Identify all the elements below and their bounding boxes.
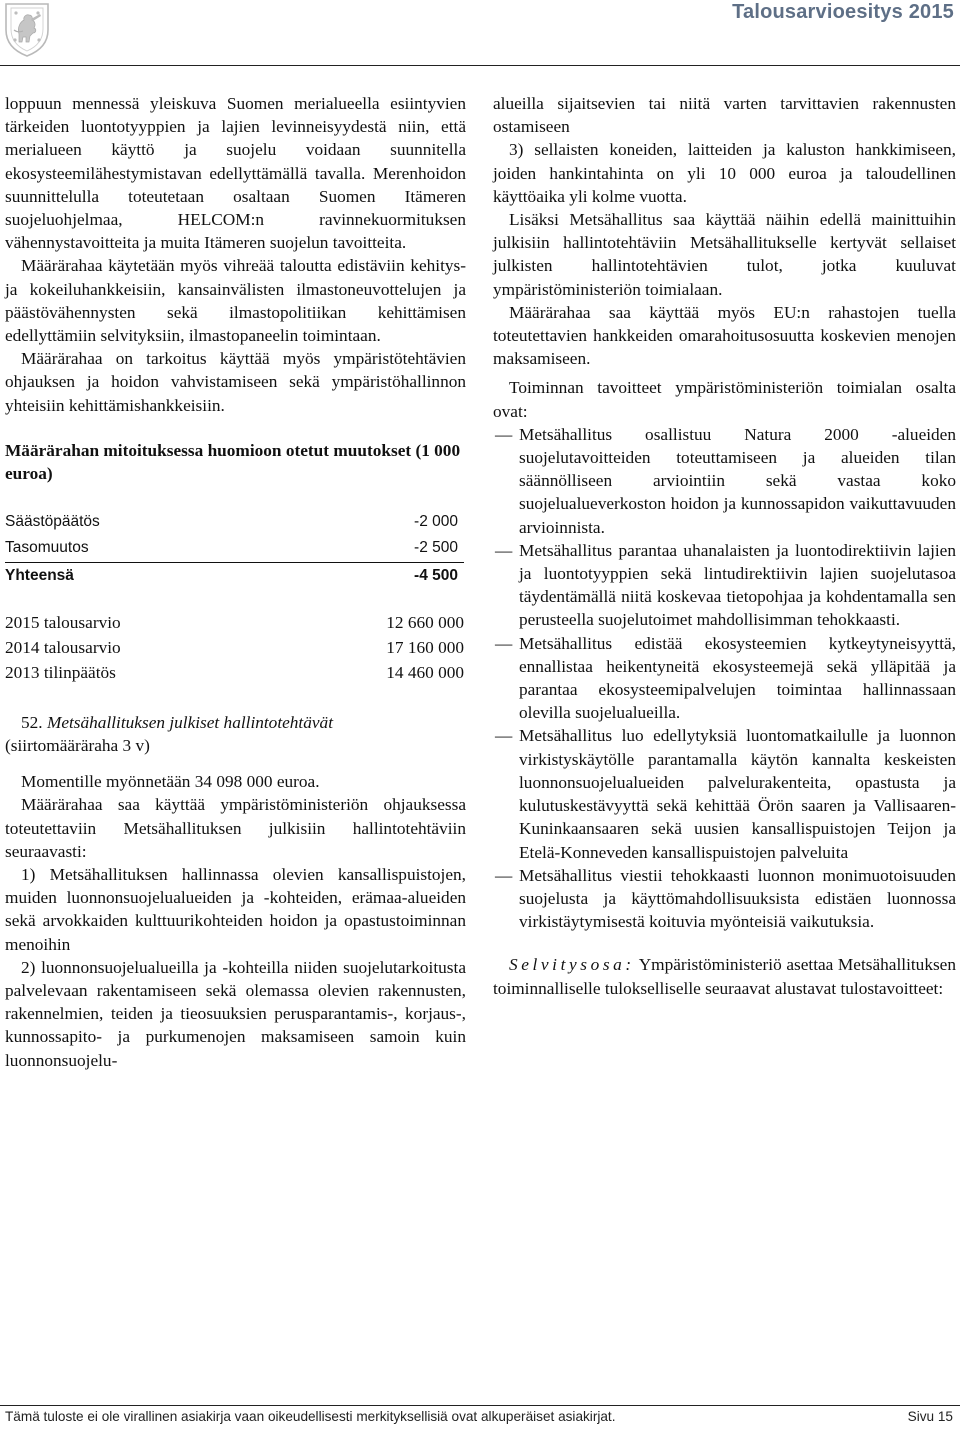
row-value: -2 500 [414, 538, 458, 556]
list-item [493, 632, 956, 725]
coat-of-arms-lion-icon [2, 0, 52, 58]
em-dash-icon [495, 423, 512, 446]
row-value: -2 000 [414, 513, 458, 531]
page-number: Sivu 15 [907, 1409, 953, 1424]
page-footer [0, 1405, 960, 1429]
selvitys-paragraph [493, 953, 956, 999]
list-item [493, 539, 956, 632]
table-total-row [5, 562, 464, 589]
list-item-text: Metsähallitus edistää ekosysteemien kytkeytyneisyyttä, ennallistaa heikentyneitä ekosysteemejä sekä ylläpitää ja parantaa ekosysteemipalvelujen toimintaa hallinnassaan olevilla suojelualueilla. [519, 633, 956, 723]
granted-amount: Momentille myönnetään 34 098 000 euroa. [21, 772, 320, 792]
moment-type: (siirtomääräraha 3 v) [5, 735, 150, 755]
selvitys-label: Selvitysosa: [509, 955, 635, 975]
moment-heading [5, 711, 466, 734]
row-label: 2013 tilinpäätös [5, 662, 116, 682]
footer-divider [0, 1405, 960, 1406]
list-item-text: Metsähallitus luo edellytyksiä luontomatkailulle ja luonnon virkistyskäytölle parantamalla käytön kannalta keskeisten luonnonsuojelualueiden palvelurakenteita, opastusta ja kulutuskestävyyttä sekä kehittää Örön saaren ja Vallisaaren-Kuninkaansaaren sekä uusien kansallispuistojen Teijon ja Etelä-Konneveden kansallispuistojen palveluita [519, 726, 956, 862]
table-row [5, 660, 464, 685]
paragraph: 1) Metsähallituksen hallinnassa olevien kansallispuistojen, muiden luonnonsuojelualueiden ja -kohteiden, erämaa-alueiden sekä arvokkaiden kulttuurikohteiden hoidon ja opastustoiminnan menoihin [5, 864, 466, 954]
paragraph: Määrärahaa saa käyttää ympäristöministeriön ohjauksessa toteutettaviin Metsähallituksen julkisiin hallintotehtäviin seuraavasti: [5, 795, 466, 861]
row-label: 2015 talousarvio [5, 612, 121, 632]
em-dash-icon [495, 864, 512, 887]
paragraph: 3) sellaisten koneiden, laitteiden ja kaluston hankkimiseen, joiden hankintahinta on yli 10 000 euroa ja taloudellinen käyttöaika yli kolme vuotta. [493, 140, 956, 206]
row-label: Tasomuutos [5, 538, 89, 556]
total-value: -4 500 [414, 567, 458, 585]
table-row [5, 509, 464, 535]
list-item [493, 724, 956, 863]
row-label: 2014 talousarvio [5, 637, 121, 657]
row-value: 17 160 000 [386, 637, 464, 657]
em-dash-icon [495, 632, 512, 655]
table-row [5, 635, 464, 660]
em-dash-icon [495, 539, 512, 562]
paragraph: Lisäksi Metsähallitus saa käyttää näihin edellä mainittuihin julkisiin hallintotehtäviin Metsähallitukselle kertyvät sellaiset julkisten hallintotehtävien tulot, jotka kuuluvat ympäristöministeriön toimialaan. [493, 210, 956, 299]
paragraph: Määrärahaa on tarkoitus käyttää myös ympäristötehtävien ohjauksen ja hoidon vahvistamiseen sekä ympäristöhallinnon yhteisiin kehittämishankkeisiin. [5, 349, 466, 415]
page-header [0, 0, 960, 72]
left-column [5, 92, 466, 1072]
section-heading: Määrärahan mitoituksessa huomioon otetut muutokset (1 000 euroa) [5, 440, 461, 484]
row-label: Säästöpäätös [5, 513, 100, 531]
paragraph: 2) luonnonsuojelualueilla ja -kohteilla niiden suojelutarkoitusta palvelevaan rakentamiseen sekä olemassa olevien rakennusten, rakennelmien, teiden ja tieosuuksien perusparantamis-, korjaus-, kunnossapito- ja purkumenojen maksamiseen samoin kuin luonnonsuojelu- [5, 957, 466, 1070]
moment-number: 52. [21, 712, 43, 732]
paragraph: Määrärahaa saa käyttää myös EU:n rahastojen tuella toteutettavien hankkeiden omarahoitusosuutta koskevien menojen maksamiseen. [493, 302, 956, 369]
selvitys-text: Ympäristöministeriö asettaa Metsähallituksen toiminnalliselle tulokselliselle seuraavat alustavat tulostavoitteet: [493, 955, 956, 998]
paragraph: loppuun mennessä yleiskuva Suomen merialueella esiintyvien tärkeiden luontotyyppien ja lajien levinneisyydestä niin, että merialueen käyttö ja suojelu voidaan suunnitella ekosysteemilähestymistavan edellyttämällä tavalla. Merenhoidon suunnittelulla toteutetaan osaltaan Suomen Itämeren suojeluohjelmaa, HELCOM:n ravinnekuormituksen vähennystavoitteita ja muita Itämeren suojelun tavoitteita. [5, 94, 466, 253]
table-row [5, 610, 464, 635]
row-value: 12 660 000 [386, 612, 464, 632]
list-item-text: Metsähallitus osallistuu Natura 2000 -alueiden suojelutavoitteiden toteuttamiseen ja alueiden tilan säännölliseen arviointiin sekä vastaa koko suojelualueverkoston hoidon ja kunnossapidon vaikuttavuuden arvioinnista. [519, 424, 956, 537]
list-item-text: Metsähallitus parantaa uhanalaisten ja luontodirektiivin lajien ja luontotyyppien sekä lintudirektiivin lajien suojelutasoa täydentämällä niitä koskevaa tietopohjaa ja kohdentamalla sen perusteella suojelutoimet mahdollisimman tehokkaasti. [519, 540, 956, 630]
paragraph: alueilla sijaitsevien tai niitä varten tarvittavien rakennusten ostamiseen [493, 94, 956, 137]
right-column [493, 92, 956, 1000]
budget-table [5, 610, 464, 685]
list-item [493, 423, 956, 539]
moment-title: Metsähallituksen julkiset hallintotehtävät [46, 712, 333, 732]
header-divider [0, 65, 960, 66]
list-item-text: Metsähallitus viestii tehokkaasti luonnon monimuotoisuuden suojelusta ja käyttömahdollisuuksista edistäen luonnossa virkistäytymisestä koituvia myönteisiä vaikutuksia. [519, 865, 956, 932]
em-dash-icon [495, 724, 512, 747]
table-row [5, 535, 464, 561]
total-label: Yhteensä [5, 567, 74, 585]
paragraph: Määrärahaa käytetään myös vihreää taloutta edistäviin kehitys- ja kokeiluhankkeisiin, kansainvälisten ilmastoneuvottelujen ja päästövähennysten sekä ilmastopolitiikan kehittämisen edellyttämiin selvityksiin, ilmastopaneelin toimintaan. [5, 256, 466, 346]
list-item [493, 864, 956, 934]
row-value: 14 460 000 [386, 662, 464, 682]
paragraph: Toiminnan tavoitteet ympäristöministeriön toimialan osalta ovat: [493, 378, 956, 421]
changes-table [5, 509, 464, 589]
running-title: Talousarvioesitys 2015 [732, 1, 954, 23]
footer-disclaimer: Tämä tuloste ei ole virallinen asiakirja vaan oikeudellisesti merkityksellisiä ovat alkuperäiset asiakirjat. [5, 1409, 616, 1424]
goals-list [493, 423, 956, 933]
